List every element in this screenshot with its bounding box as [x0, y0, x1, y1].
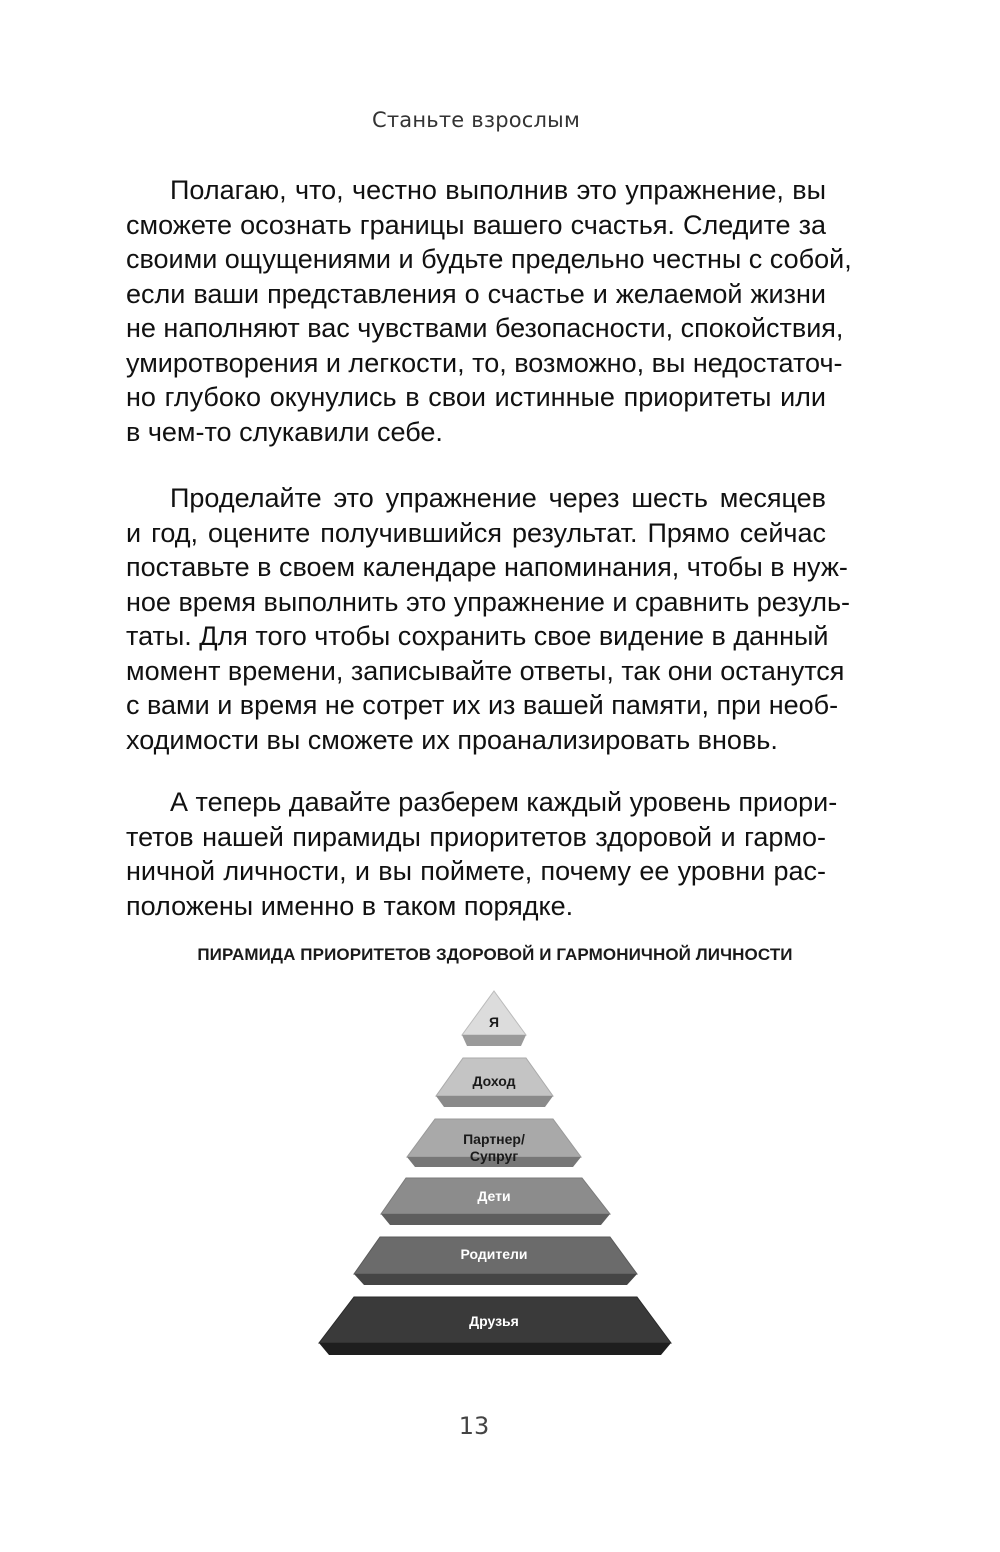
- text-line: с вами и время не сотрет их из вашей памяти, при необ-: [126, 690, 839, 720]
- text-line: в чем-то слукавили себе.: [126, 416, 443, 447]
- pyramid-level-self: [462, 991, 526, 1046]
- pyramid-label-children: Дети: [477, 1188, 511, 1204]
- text-line: ничной личности, и вы поймете, почему ее уровни рас-: [126, 856, 826, 886]
- pyramid-level-friends: [319, 1297, 671, 1355]
- text-line: ное время выполнить это упражнение и сравнить резуль-: [126, 586, 851, 617]
- paragraph-2: [126, 481, 851, 757]
- pyramid-label-income: Доход: [472, 1073, 516, 1089]
- pyramid-label-self: Я: [488, 1014, 500, 1030]
- page-number: 13: [458, 1412, 490, 1440]
- pyramid-level-parents-edge: [354, 1274, 637, 1285]
- text-line: поставьте в своем календаре напоминания, чтобы в нуж-: [126, 552, 848, 582]
- pyramid-label-parents: Родители: [460, 1246, 528, 1262]
- text-line: положены именно в таком порядке.: [126, 890, 574, 921]
- pyramid-level-income: [436, 1058, 553, 1107]
- pyramid-level-friends-edge: [319, 1343, 671, 1355]
- text-line: не наполняют вас чувствами безопасности, спокойствия,: [126, 313, 844, 343]
- paragraph-3: [126, 785, 838, 923]
- pyramid-label-friends: Друзья: [469, 1313, 519, 1329]
- text-line: Полагаю, что, честно выполнив это упражнение, вы: [170, 175, 826, 205]
- pyramid-level-partner: [407, 1119, 581, 1167]
- pyramid-level-income-edge: [436, 1096, 553, 1107]
- text-line: умиротворения и легкости, то, возможно, вы недостаточ-: [126, 347, 843, 378]
- text-line: А теперь давайте разберем каждый уровень приори-: [170, 787, 838, 817]
- running-head: Станьте взрослым: [371, 108, 580, 132]
- priority-pyramid: [0, 980, 1000, 1380]
- pyramid-label-partner-line2: Супруг: [469, 1148, 519, 1164]
- text-line: своими ощущениями и будьте предельно честны с собой,: [126, 244, 852, 274]
- text-line: и год, оцените получившийся результат. Прямо сейчас: [126, 517, 826, 548]
- text-line: Проделайте это упражнение через шесть месяцев: [170, 483, 826, 513]
- pyramid-level-parents: [354, 1237, 637, 1285]
- pyramid-level-self-edge: [462, 1035, 526, 1046]
- paragraph-1: [126, 173, 852, 449]
- pyramid-label-partner-line1: Партнер/: [463, 1131, 525, 1147]
- text-line: ходимости вы сможете их проанализировать вновь.: [126, 724, 778, 755]
- text-line: сможете осознать границы вашего счастья. Следите за: [126, 209, 826, 240]
- text-line: но глубоко окунулись в свои истинные приоритеты или: [126, 382, 826, 412]
- pyramid-level-children-edge: [381, 1214, 610, 1225]
- text-line: тетов нашей пирамиды приоритетов здоровой и гармо-: [126, 821, 826, 852]
- text-line: если ваши представления о счастье и желаемой жизни: [126, 278, 826, 309]
- text-line: таты. Для того чтобы сохранить свое видение в данный: [126, 621, 829, 651]
- pyramid-level-children: [381, 1178, 610, 1225]
- text-line: момент времени, записывайте ответы, так они останутся: [126, 655, 845, 686]
- figure-title: ПИРАМИДА ПРИОРИТЕТОВ ЗДОРОВОЙ И ГАРМОНИЧНОЙ ЛИЧНОСТИ: [197, 945, 793, 964]
